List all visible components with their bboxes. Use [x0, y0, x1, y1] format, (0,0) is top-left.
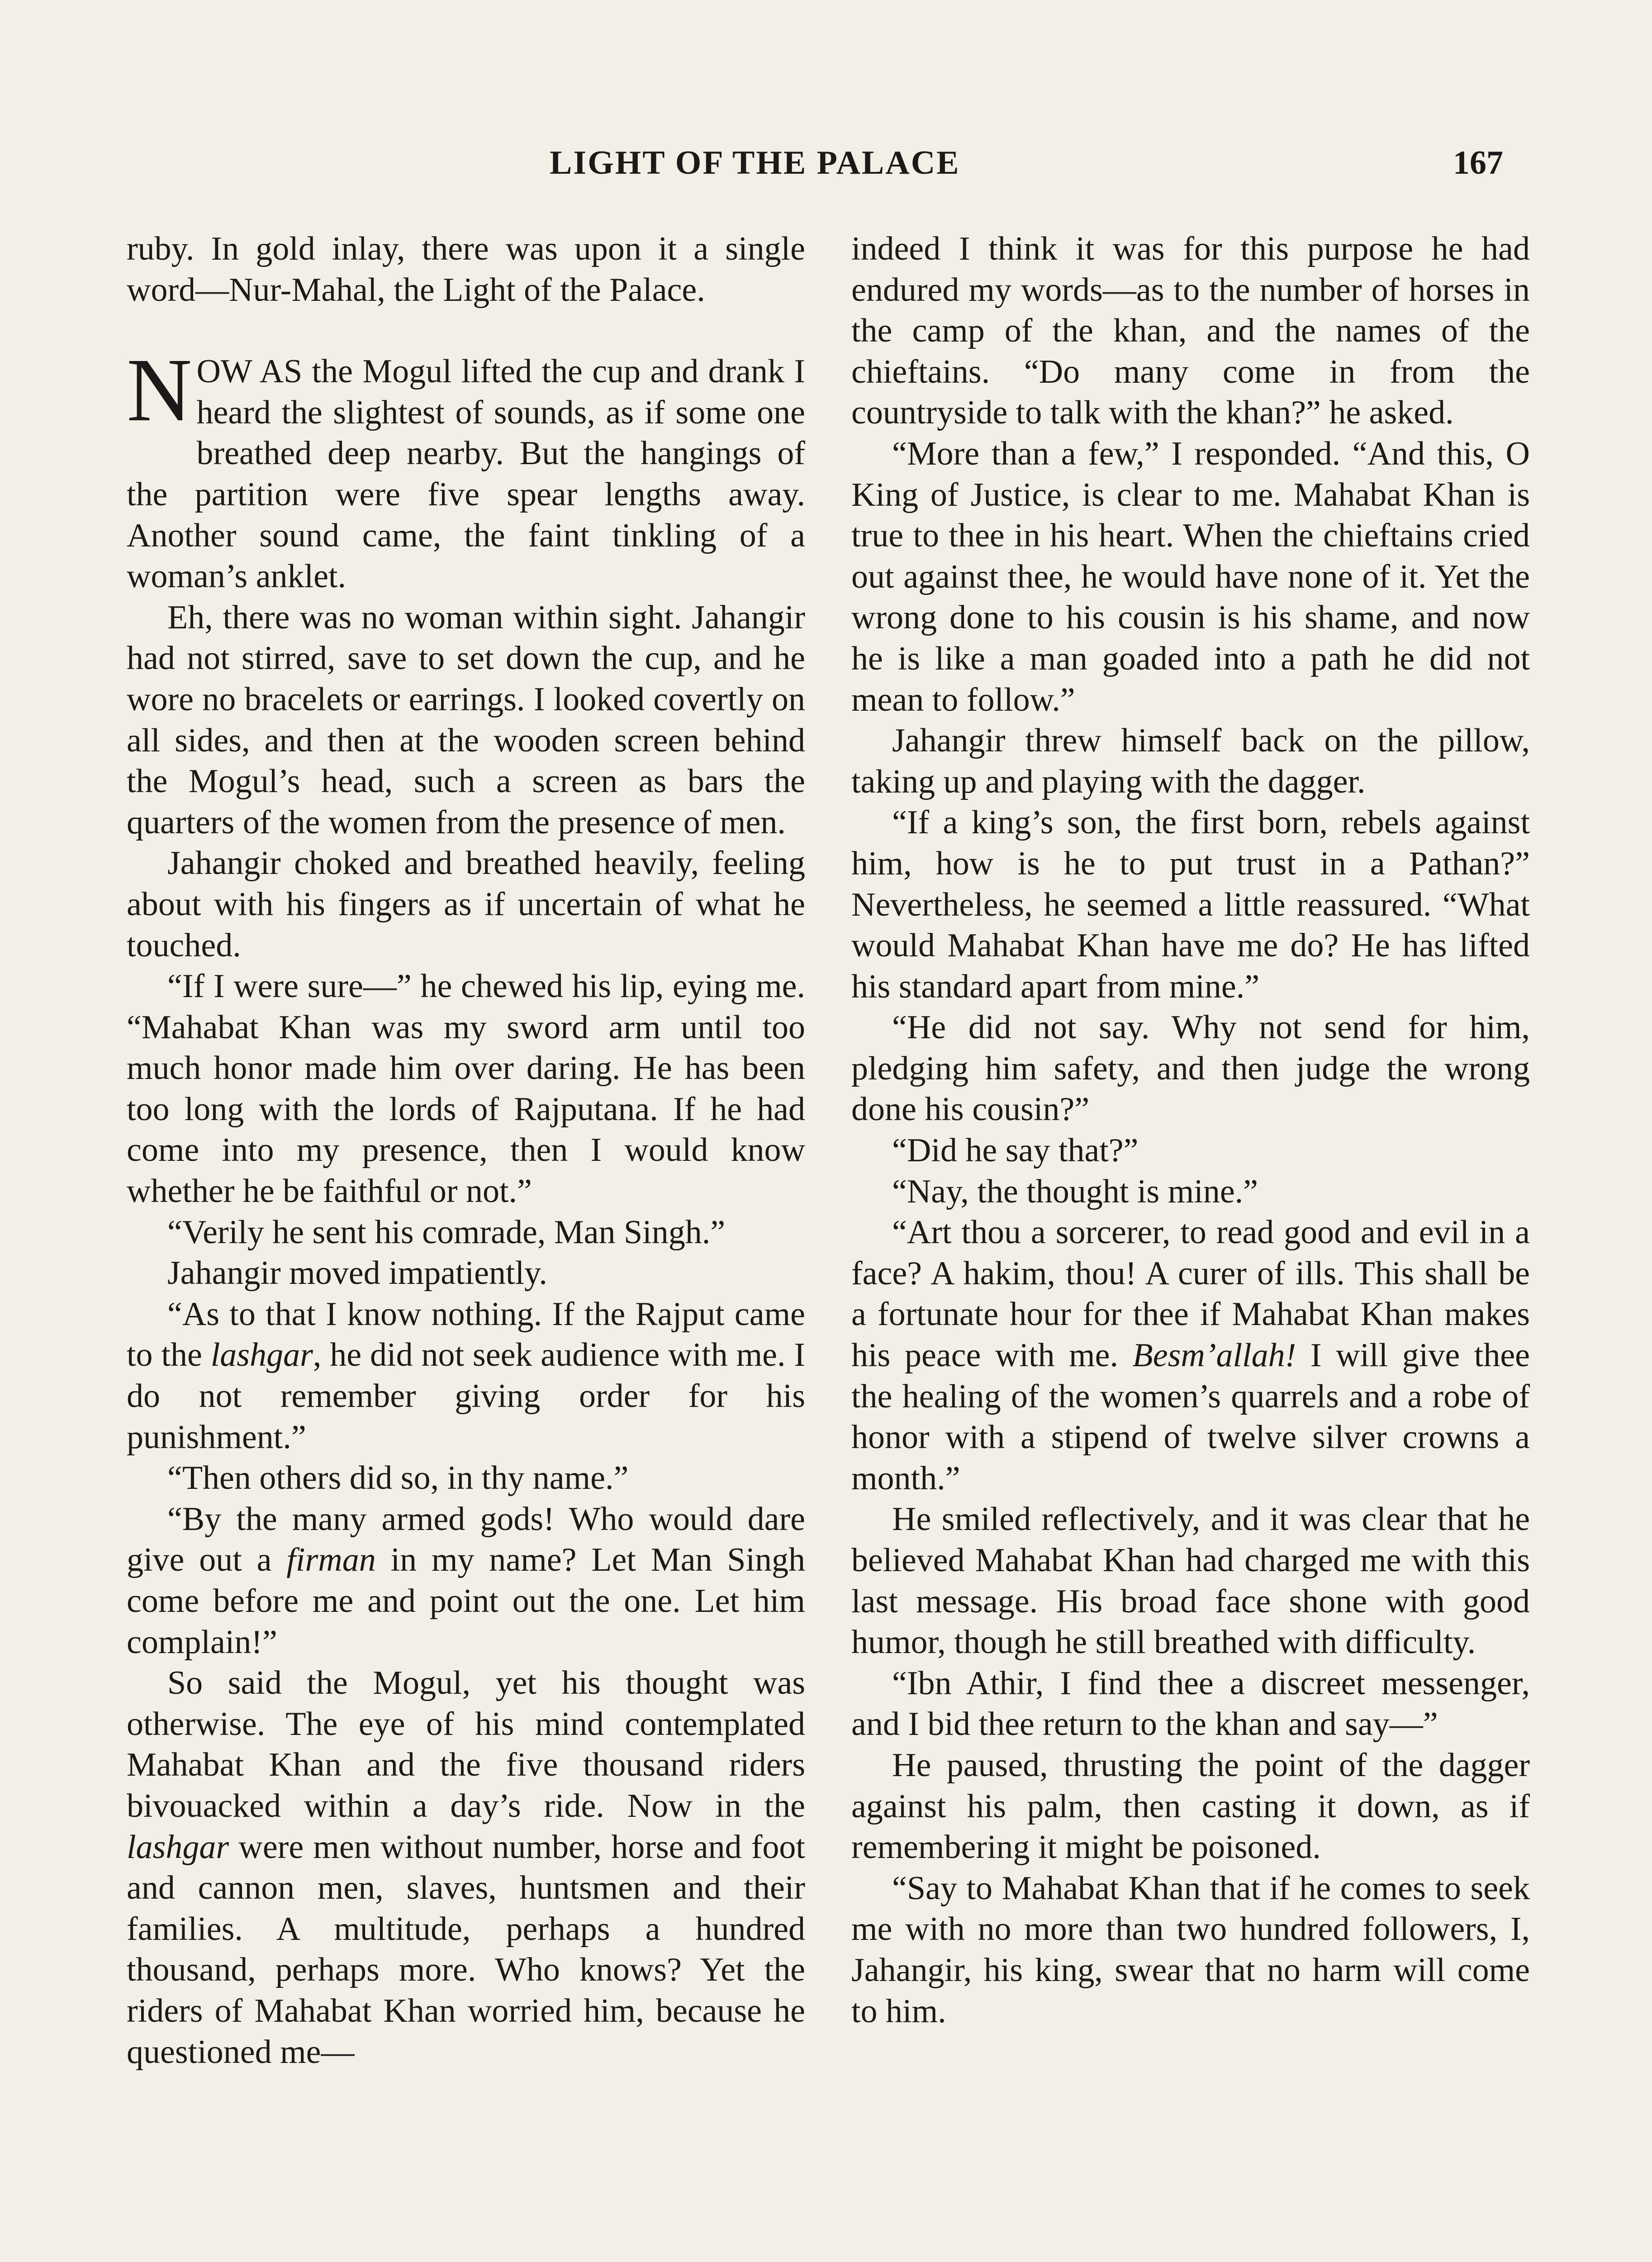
paragraph-text: “By the many armed gods! Who would dare give out a: [127, 1500, 805, 1579]
paragraph: Jahangir threw himself back on the pillow, taking up and playing with the dagger.: [851, 722, 1530, 800]
paragraph-text: “Art thou a sorcerer, to read good and evil in a face? A hakim, thou! A curer of ills. This shall be a fortunate hour for thee if Mahabat Khan makes his peace with me.: [851, 1214, 1530, 1374]
paragraph: “He did not say. Why not send for him, pledging him safety, and then judge the wrong done his cousin?”: [851, 1009, 1530, 1128]
paragraph: “Verily he sent his comrade, Man Singh.”: [167, 1213, 726, 1251]
paragraph-text: were men without number, horse and foot and cannon men, slaves, huntsmen and their families. A multitude, perhaps a hundred thousand, perhaps more. Who knows? Yet the riders of Mahabat Khan worried him, because he questioned me—: [127, 1828, 805, 2071]
italic-term: firman: [286, 1541, 376, 1579]
paragraph-text: I will give thee the healing of the women’s quarrels and a robe of honor with a stipend of twelve silver crowns a month.”: [851, 1337, 1530, 1497]
paragraph-text: So said the Mogul, yet his thought was otherwise. The eye of his mind contemplated Mahabat Khan and the five thousand riders bivouacked within a day’s ride. Now in the: [127, 1664, 805, 1825]
paragraph: Eh, there was no woman within sight. Jahangir had not stirred, save to set down the cup, and he wore no bracelets or earrings. I looked covertly on all sides, and then at the wooden screen behind the Mogul’s head, such a screen as bars the quarters of the women from the presence of men.: [127, 599, 805, 841]
paragraph: “Did he say that?”: [892, 1132, 1139, 1169]
left-column: [127, 228, 805, 2072]
paragraph: “Then others did so, in thy name.”: [167, 1459, 629, 1497]
italic-term: Besm’allah!: [1132, 1337, 1296, 1374]
paragraph: He smiled reflectively, and it was clear that he believed Mahabat Khan had charged me with this last message. His broad face shone with good humor, though he still breathed with difficulty.: [851, 1501, 1530, 1661]
page-number: 167: [1453, 144, 1503, 181]
paragraph: ruby. In gold inlay, there was upon it a single word—Nur-Mahal, the Light of the Palace.: [127, 230, 805, 309]
paragraph-text: , he did not seek audience with me. I do not remember giving order for his punishment.”: [127, 1336, 806, 1456]
drop-cap: N: [127, 340, 192, 441]
paragraph: [127, 1294, 805, 1458]
italic-term: lashgar: [127, 1828, 229, 1866]
paragraph: “Ibn Athir, I find thee a discreet messenger, and I bid thee return to the khan and say—”: [851, 1664, 1530, 1743]
paragraph: “Say to Mahabat Khan that if he comes to seek me with no more than two hundred followers, I, Jahangir, his king, swear that no harm will come to him.: [851, 1869, 1530, 2030]
paragraph: indeed I think it was for this purpose he had endured my words—as to the number of horses in the camp of the khan, and the names of the chieftains. “Do many come in from the countryside to talk with the khan?” he asked.: [851, 230, 1530, 432]
paragraph: [127, 1663, 805, 2072]
running-header: [0, 144, 1652, 185]
paragraph: Jahangir moved impatiently.: [167, 1255, 547, 1292]
paragraph: [851, 1212, 1530, 1499]
paragraph: “If a king’s son, the first born, rebels against him, how is he to put trust in a Pathan?” Nevertheless, he seemed a little reassured. “What would Mahabat Khan have me do? He has lifted his standard apart from mine.”: [851, 804, 1530, 1005]
paragraph: He paused, thrusting the point of the dagger against his palm, then casting it down, as if remembering it might be poisoned.: [851, 1746, 1530, 1866]
paragraph-text: OW AS the Mogul lifted the cup and drank I heard the slightest of sounds, as if some one breathed deep nearby. But the hangings of the partition were five spear lengths away. Another sound came, the faint tinkling of a woman’s anklet.: [127, 353, 805, 595]
paragraph: [127, 1499, 805, 1663]
italic-term: lashgar: [210, 1336, 313, 1374]
right-column: [851, 228, 1530, 2032]
paragraph: “If I were sure—” he chewed his lip, eying me. “Mahabat Khan was my sword arm until too much honor made him over daring. He has been too long with the lords of Rajputana. If he had come into my presence, then I would know whether he be faithful or not.”: [127, 968, 805, 1210]
paragraph-text: “As to that I know nothing. If the Rajput came to the: [127, 1295, 805, 1374]
paragraph: [127, 340, 805, 597]
paragraph-text: in my name? Let Man Singh come before me and point out the one. Let him complain!”: [127, 1541, 806, 1661]
running-title: LIGHT OF THE PALACE: [550, 144, 960, 181]
paragraph: Jahangir choked and breathed heavily, feeling about with his fingers as if uncertain of what he touched.: [127, 845, 805, 964]
paragraph: “Nay, the thought is mine.”: [892, 1173, 1258, 1210]
paragraph: “More than a few,” I responded. “And this, O King of Justice, is clear to me. Mahabat Khan is true to thee in his heart. When the chieftains cried out against thee, he would have none of it. Yet the wrong done to his cousin is his shame, and now he is like a man goaded into a path he did not mean to follow.”: [851, 435, 1530, 718]
